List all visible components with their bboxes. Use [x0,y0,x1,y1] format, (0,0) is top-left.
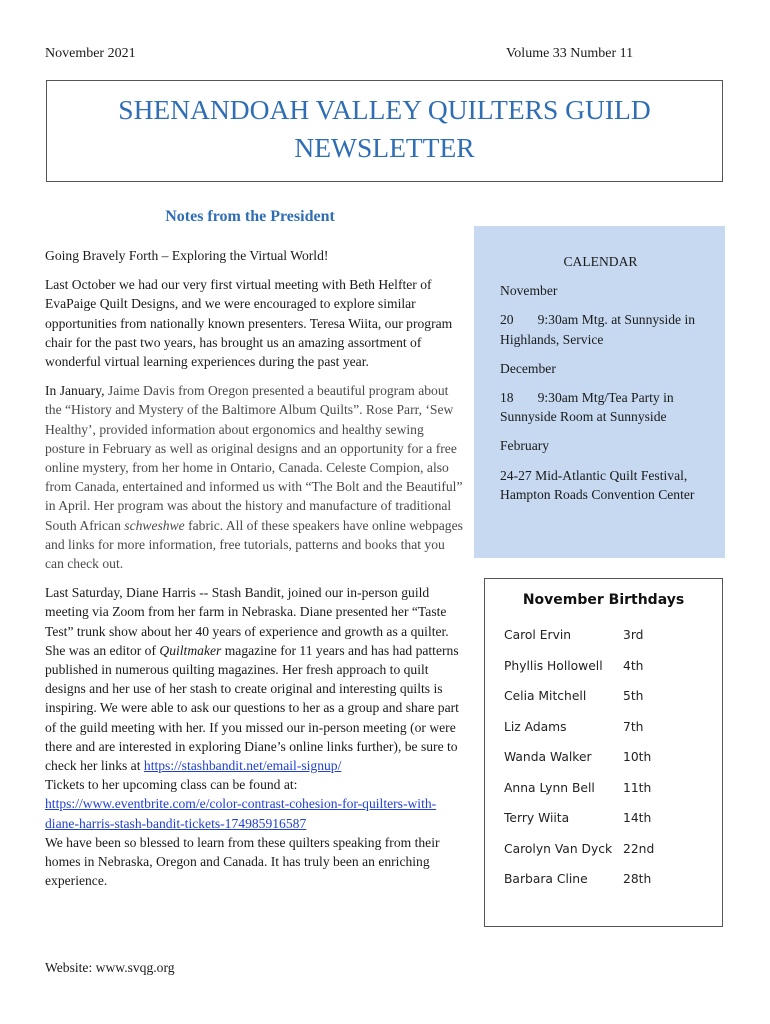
eventbrite-tickets-link[interactable]: https://www.eventbrite.com/e/color-contrast-cohesion-for-quilters-with-diane-harris-stash-bandit-tickets-174985916587 [45,796,437,831]
birthday-row [485,720,722,751]
event-day: 18 [500,390,514,406]
calendar-event-february: 24-27 Mid-Atlantic Quilt Festival, Hampton Roads Convention Center [500,467,695,502]
birthday-date: 5th [623,689,644,703]
birthday-name: Phyllis Hollowell [504,658,603,673]
website-footer: Website: www.svqg.org [45,960,175,975]
paragraph-part-b: magazine for 11 years and has had patterns published in numerous quilting magazines. Her fresh approach to quilt designs and her use of her stash to create original and interesting quilts is inspiring. We were able to ask our questions to her as a group and share part of the guild meeting with her. If you missed our in-person meeting (or were there and are interested in exploring Diane’s online links further), be sure to check her links at [45,642,459,774]
issue-date: November 2021 [45,46,136,61]
event-day: 20 [500,312,514,328]
article-paragraph-2 [45,381,465,573]
newsletter-title-line1: SHENANDOAH VALLEY QUILTERS GUILD [118,94,651,125]
birthday-name: Wanda Walker [504,750,592,764]
volume-number: Volume 33 Number 11 [506,46,634,61]
calendar-title: CALENDAR [563,254,638,269]
birthday-date: 4th [623,658,644,673]
birthdays-box [484,578,723,927]
birthday-row [485,872,722,903]
newsletter-title-box [46,80,723,182]
birthday-name: Liz Adams [504,719,567,734]
event-text: 9:30am Mtg. at Sunnyside in Highlands, Service [500,312,696,347]
calendar-month-december: December [500,360,556,376]
birthday-row [485,659,722,690]
birthday-name: Carolyn Van Dyck [504,841,613,856]
birthday-date: 28th [623,872,652,886]
paragraph-part-a: Last Saturday, Diane Harris -- Stash Bandit, joined our in-person guild meeting via Zoom from her farm in Nebraska. Diane presented her “Taste Test” trunk show about her 40 years of experience and growth as a quilter. She was an editor of [45,585,449,658]
birthday-date: 7th [623,719,644,734]
birthday-date: 22nd [623,841,655,856]
magazine-name: Quiltmaker [159,642,222,658]
birthday-name: Barbara Cline [504,872,588,886]
article-paragraph-1: Last October we had our very first virtual meeting with Beth Helfter of EvaPaige Quilt Designs, and we were encouraged to explore similar opportunities from nationally known presenters. Teresa Wiita, our program chair for the past two years, has brought us an amazing assortment of wonderful virtual learning experiences during the past year. [45,277,453,370]
birthday-date: 14th [623,811,652,825]
birthday-row [485,781,722,812]
calendar-month-november: November [500,283,558,299]
birthday-row [485,689,722,720]
calendar-month-february: February [500,438,550,454]
calendar-event-november [500,310,711,348]
birthday-row [485,842,722,873]
birthday-date: 3rd [623,628,644,642]
birthday-name: Carol Ervin [504,628,572,642]
birthday-row [485,628,722,659]
birthday-row [485,811,722,842]
article-closing: We have been so blessed to learn from these quilters speaking from their homes in Nebraska, Oregon and Canada. It has truly been an enriching experience. [45,834,440,889]
fabric-name: schweshwe [124,517,185,533]
tickets-label: Tickets to her upcoming class can be found at: [45,777,298,793]
article-paragraph-3 [45,583,465,775]
birthday-name: Terry Wiita [504,811,570,825]
birthdays-title: November Birthdays [522,592,685,608]
birthday-name: Anna Lynn Bell [504,780,595,795]
newsletter-title-line2: NEWSLETTER [294,132,475,163]
stashbandit-signup-link[interactable]: https://stashbandit.net/email-signup/ [143,758,342,774]
paragraph-lead: In January, [45,383,105,399]
event-text: 9:30am Mtg/Tea Party in Sunnyside Room at Sunnyside [500,390,674,425]
paragraph-body: Jaime Davis from Oregon presented a beautiful program about the “History and Mystery of the Baltimore Album Quilts”. Rose Parr, ‘Sew Healthy’, provided information about ergonomics and healthy sewing posture in February as well as original designs and an opportunity for a free online mystery, from her home in Ontario, Canada. Celeste Compion, also from Canada, entertained and informed us with “The Bolt and the Beautiful” in April. Her program was about the history and manufacture of traditional South African [45,383,463,533]
birthday-date: 10th [623,750,652,764]
tickets-line [45,794,465,832]
president-heading: Notes from the President [165,208,335,225]
calendar-event-december [500,388,711,426]
president-article [45,246,465,891]
paragraph-tail: fabric. All of these speakers have online webpages and links for more information, free tutorials, patterns and books that you can check out. [45,517,463,572]
birthday-name: Celia Mitchell [504,689,587,703]
birthday-date: 11th [623,780,652,795]
calendar-box [474,226,725,558]
article-subtitle: Going Bravely Forth – Exploring the Virtual World! [45,248,329,263]
birthday-row [485,750,722,781]
